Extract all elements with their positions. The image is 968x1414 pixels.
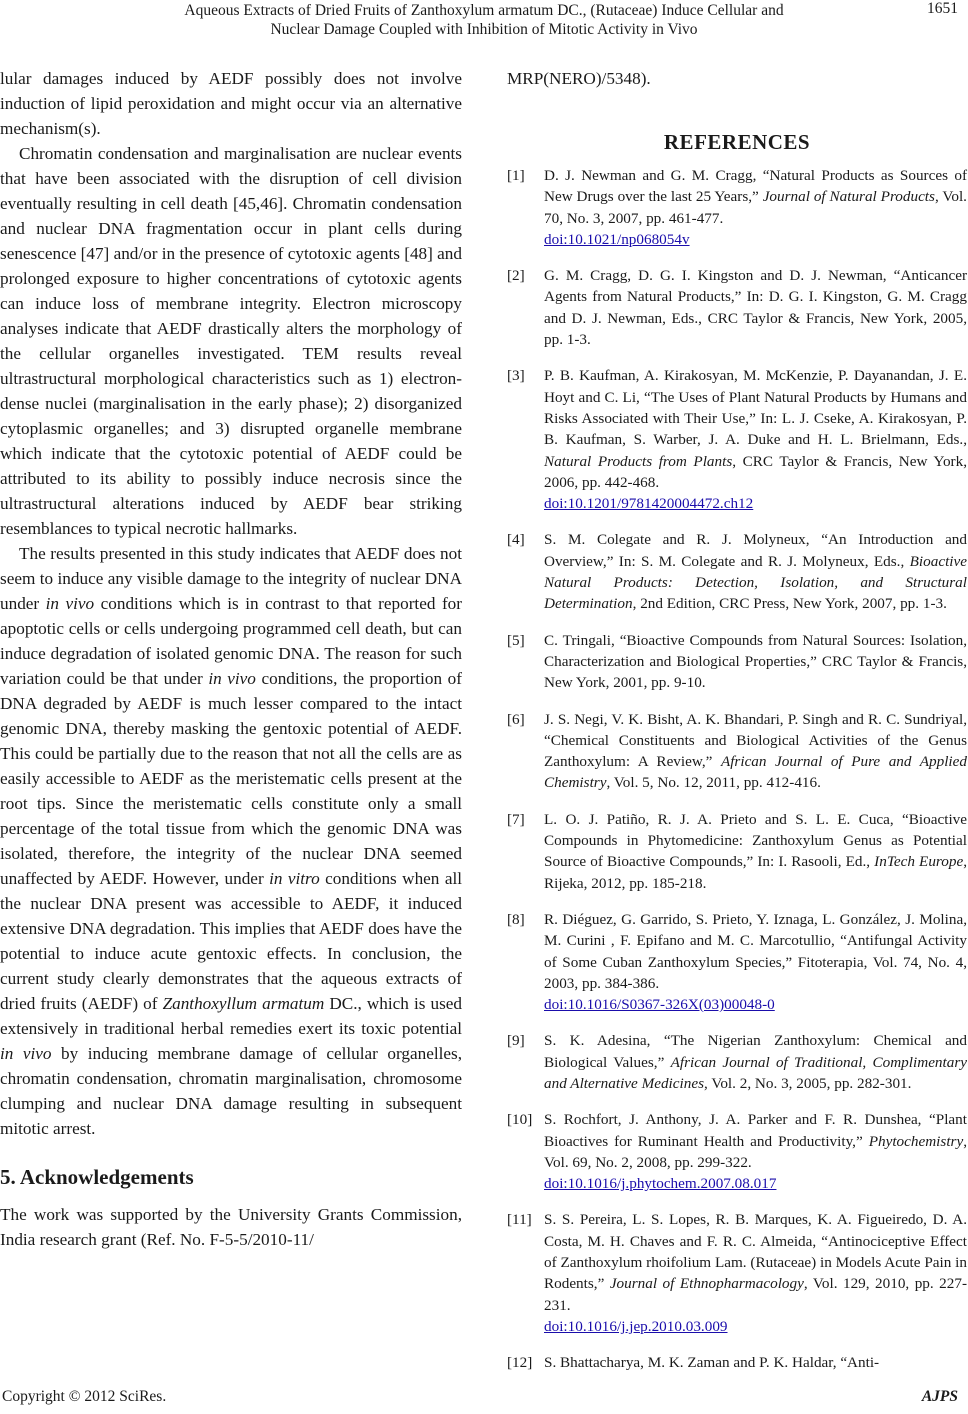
reference-item: [8] R. Diéguez, G. Garrido, S. Prieto, Y. Iznaga, L. González, J. Molina, M. Curini , F. Epifano and M. C. Marcotullio, “Antifungal Activity of Some Cuban Zanthoxylum Species,” Fitoterapia, Vol. 74, No. 4, 2003, pp. 384-386. doi:10.1016/S0367-326X(03)00048-0 [507,909,967,1015]
doi-link[interactable]: doi:10.1016/j.jep.2010.03.009 [544,1317,728,1335]
reference-item: [1] D. J. Newman and G. M. Cragg, “Natural Products as Sources of New Drugs over the last 25 Years,” Journal of Natural Products, Vol. 70, No. 3, 2007, pp. 461-477. doi:10.1021/np068054v [507,165,967,250]
copyright-notice: Copyright © 2012 SciRes. [2,1388,167,1405]
acknowledgements-heading: 5. Acknowledgements [0,1165,194,1189]
reference-item: [5] C. Tringali, “Bioactive Compounds from Natural Sources: Isolation, Characterization and Biological Properties,” CRC Taylor & Francis, New York, 2001, pp. 9-10. [507,631,967,692]
paragraph-1: lular damages induced by AEDF possibly does not involve induction of lipid peroxidation and might occur via an alternative mechanism(s). [0,69,462,138]
reference-item: [12] S. Bhattacharya, M. K. Zaman and P. K. Haldar, “Anti- [507,1354,880,1372]
references-heading: REFERENCES [663,130,811,154]
reference-item: [11] S. S. Pereira, L. S. Lopes, R. B. Marques, K. A. Figueiredo, D. A. Costa, M. H. Chaves and F. R. C. Almeida, “Antinociceptive Effect of Zanthoxylum rhoifolium Lam. (Rutaceae) in Models Acute Pain in Rodents,” Journal of Ethnopharmacology, Vol. 129, 2010, pp. 227-231. doi:10.1016/j.jep.2010.03.009 [507,1209,967,1337]
reference-item: [2] G. M. Cragg, D. G. I. Kingston and D. J. Newman, “Anticancer Agents from Natural Products,” In: D. G. I. Kingston, G. M. Cragg and D. J. Newman, Eds., CRC Taylor & Francis, New York, 2005, pp. 1-3. [507,267,967,349]
right-column [507,66,967,1389]
reference-item: [6] J. S. Negi, V. K. Bisht, A. K. Bhandari, P. Singh and R. C. Sundriyal, “Chemical Constituents and Biological Activities of the Genus Zanthoxylum: A Review,” African Journal of Pure and Applied Chemistry, Vol. 5, No. 12, 2011, pp. 412-416. [507,710,967,792]
reference-item: [10] S. Rochfort, J. Anthony, J. A. Parker and F. R. Dunshea, “Plant Bioactives for Ruminant Health and Productivity,” Phytochemistry, Vol. 69, No. 2, 2008, pp. 299-322. doi:10.1016/j.phytochem.2007.08.017 [507,1109,967,1194]
doi-link[interactable]: doi:10.1016/S0367-326X(03)00048-0 [544,996,775,1014]
running-header [0,0,968,50]
acknowledgements-text: The work was supported by the University Grants Commission, India research grant (Ref. No. F-5-5/2010-11/ [0,1205,462,1249]
reference-item: [4] S. M. Colegate and R. J. Molyneux, “An Introduction and Overview,” In: S. M. Colegate and R. J. Molyneux, Eds., Bioactive Natural Products: Detection, Isolation, and Structural Determination, 2nd Edition, CRC Press, New York, 2007, pp. 1-3. [507,531,967,613]
header-title-line2: Nuclear Damage Coupled with Inhibition of Mitotic Activity in Vivo [270,21,698,38]
acknowledgements-continued: MRP(NERO)/5348). [507,69,651,88]
page-number: 1651 [927,0,958,17]
reference-item: [7] L. O. J. Patiño, R. J. A. Prieto and S. L. E. Cuca, “Bioactive Compounds in Phytomedicine: Zanthoxylum Genus as Potential Source of Bioactive Compounds,” In: I. Rasooli, Ed., InTech Europe, Rijeka, 2012, pp. 185-218. [507,810,967,892]
doi-link[interactable]: doi:10.1201/9781420004472.ch12 [544,495,754,513]
doi-link[interactable]: doi:10.1016/j.phytochem.2007.08.017 [544,1175,777,1193]
paragraph-2: Chromatin condensation and marginalisation are nuclear events that have been associated with the disruption of cell division eventually resulting in cell death [45,46]. Chromatin condensation and nuclear DNA fragmentation occur in plant cells during senescence [47] and/or in the presence of cytotoxic agents [48] and prolonged exposure to higher concentrations of cytotoxic agents can induce loss of membrane integrity. Electron microscopy analyses indicate that AEDF drastically alters the morphology of the cellular organelles investigated. TEM results reveal ultrastructural morphological characteristics such as 1) electron-dense nuclei (marginalisation in the early phase); 2) disorganized cytoplasmic organelles; and 3) disrupted organelle membrane which indicate that the cytotoxic potential of AEDF could be attributed to its ability to possibly induce necrosis since the ultrastructural alterations induced by AEDF bear striking resemblances to typical necrotic hallmarks. [0,144,462,538]
left-column [0,66,462,1252]
journal-abbrev: AJPS [921,1388,958,1405]
reference-list [507,165,967,1374]
reference-item: [3] P. B. Kaufman, A. Kirakosyan, M. McKenzie, P. Dayanandan, J. E. Hoyt and C. Li, “The Uses of Plant Natural Products by Humans and Risks Associated with Their Use,” In: L. J. Cseke, A. Kirakosyan, P. B. Kaufman, S. Warber, J. A. Duke and H. L. Brielmann, Eds., Natural Products from Plants, CRC Taylor & Francis, New York, 2006, pp. 442-468. doi:10.1201/9781420004472.ch12 [507,365,967,514]
reference-item: [9] S. K. Adesina, “The Nigerian Zanthoxylum: Chemical and Biological Values,” African Journal of Traditional, Complimentary and Alternative Medicines, Vol. 2, No. 3, 2005, pp. 282-301. [507,1032,967,1092]
header-title-line1: Aqueous Extracts of Dried Fruits of Zanthoxylum armatum DC., (Rutaceae) Induce Cellular and [184,2,784,19]
doi-link[interactable]: doi:10.1021/np068054v [544,230,690,248]
paragraph-3: The results presented in this study indicates that AEDF does not seem to induce any visible damage to the integrity of nuclear DNA under in vivo conditions which is in contrast to that reported for apoptotic cells or cells undergoing programmed cell death, but can induce degradation of isolated genomic DNA. The reason for such variation could be that under in vivo conditions, the proportion of DNA degraded by AEDF is much lesser compared to the intact genomic DNA, thereby masking the gentoxic potential of AEDF. This could be partially due to the reason that not all the cells are as easily accessible to AEDF as the meristematic cells present at the root tips. Since the meristematic cells constitute only a small percentage of the total tissue from which the genomic DNA was isolated, therefore, the integrity of the nuclear DNA seemed unaffected by AEDF. However, under in vitro conditions when all the nuclear DNA present was accessible to AEDF, it induced extensive DNA degradation. This implies that AEDF does have the potential to induce acute gentoxic effects. In conclusion, the current study clearly demonstrates that the aqueous extracts of dried fruits (AEDF) of Zanthoxyllum armatum DC., which is used extensively in traditional herbal remedies exert its toxic potential in vivo by inducing membrane damage of cellular organelles, chromatin condensation, chromatin marginalisation, chromosome clumping and nuclear DNA damage resulting in subsequent mitotic arrest. [0,544,462,1138]
